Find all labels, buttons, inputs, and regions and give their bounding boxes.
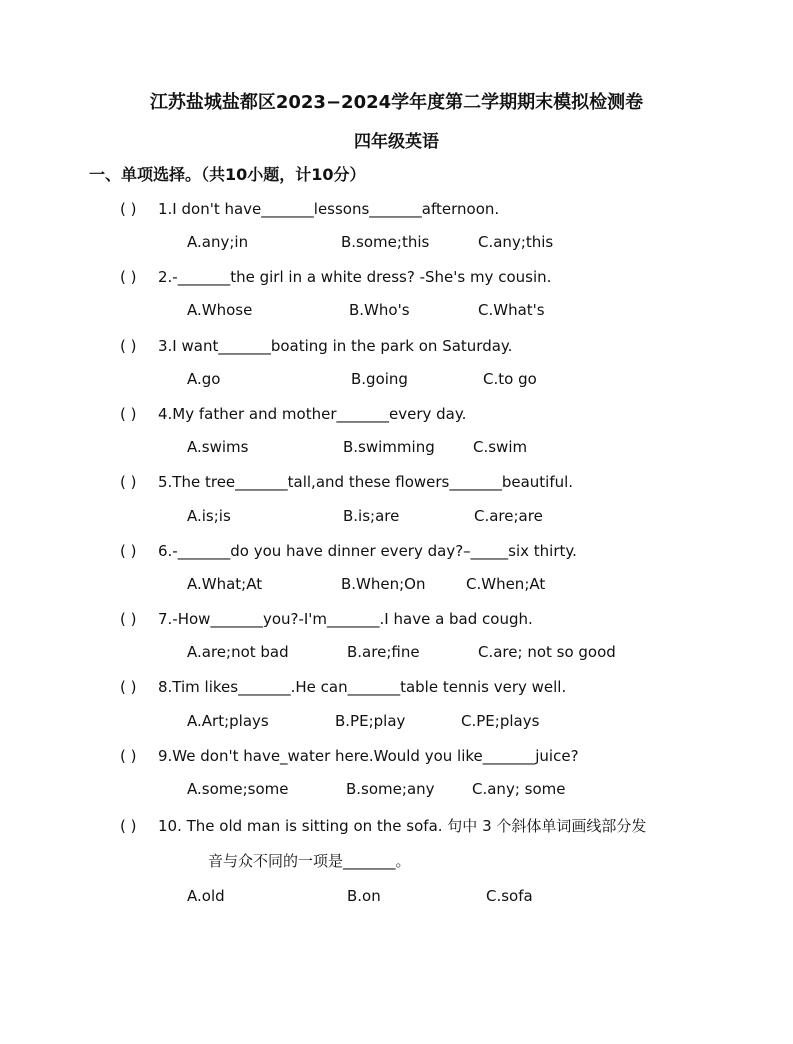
option-a: A.swims <box>187 438 249 456</box>
option-b: B.When;On <box>341 575 426 593</box>
answer-blank[interactable]: ( ) <box>120 473 137 491</box>
question-text: 6.-_______do you have dinner every day?–_____six thirty. <box>158 542 577 560</box>
exam-subtitle: 四年级英语 <box>354 132 439 152</box>
question-7 <box>120 610 533 628</box>
option-c: C.to go <box>483 370 537 388</box>
answer-blank[interactable]: ( ) <box>120 747 137 765</box>
question-5 <box>120 473 573 491</box>
question-9 <box>120 747 579 765</box>
question-text: 5.The tree_______tall,and these flowers_______beautiful. <box>158 473 574 491</box>
option-a: A.some;some <box>187 780 289 798</box>
option-b: B.PE;play <box>335 712 406 730</box>
option-a: A.old <box>187 887 225 905</box>
option-b: B.is;are <box>343 507 400 525</box>
option-c: C.When;At <box>466 575 546 593</box>
question-3 <box>120 337 512 355</box>
question-text: 2.-_______the girl in a white dress? -She's my cousin. <box>158 268 552 286</box>
question-text: 3.I want_______boating in the park on Saturday. <box>158 337 513 355</box>
option-c: C.sofa <box>486 887 533 905</box>
question-10 <box>120 815 646 836</box>
question-text: 10. The old man is sitting on the sofa. 句中 3 个斜体单词画线部分发 <box>158 817 647 835</box>
option-b: B.some;any <box>346 780 435 798</box>
option-a: A.Whose <box>187 301 253 319</box>
answer-blank[interactable]: ( ) <box>120 405 137 423</box>
option-b: B.swimming <box>343 438 435 456</box>
answer-blank[interactable]: ( ) <box>120 542 137 560</box>
option-a: A.is;is <box>187 507 231 525</box>
question-6 <box>120 542 577 560</box>
answer-blank[interactable]: ( ) <box>120 337 137 355</box>
answer-blank[interactable]: ( ) <box>120 817 137 835</box>
question-4 <box>120 405 466 423</box>
option-b: B.some;this <box>341 233 430 251</box>
option-a: A.are;not bad <box>187 643 289 661</box>
option-c: C.any;this <box>478 233 554 251</box>
question-text-continuation: 音与众不同的一项是_______。 <box>208 852 411 870</box>
answer-blank[interactable]: ( ) <box>120 678 137 696</box>
section-heading: 一、单项选择。（共10小题，计10分） <box>89 165 366 184</box>
option-b: B.Who's <box>349 301 410 319</box>
question-text: 7.-How_______you?-I'm_______.I have a bad cough. <box>158 610 533 628</box>
question-8 <box>120 678 566 696</box>
option-c: C.are;are <box>474 507 543 525</box>
answer-blank[interactable]: ( ) <box>120 610 137 628</box>
option-c: C.What's <box>478 301 545 319</box>
question-text: 9.We don't have_water here.Would you like_______juice? <box>158 747 579 765</box>
option-c: C.swim <box>473 438 528 456</box>
option-b: B.going <box>351 370 408 388</box>
option-c: C.any; some <box>472 780 566 798</box>
option-b: B.on <box>347 887 381 905</box>
question-2 <box>120 268 551 286</box>
option-c: C.PE;plays <box>461 712 540 730</box>
question-text: 4.My father and mother_______every day. <box>158 405 467 423</box>
option-a: A.What;At <box>187 575 263 593</box>
option-c: C.are; not so good <box>478 643 616 661</box>
option-a: A.any;in <box>187 233 249 251</box>
question-text: 1.I don't have_______lessons_______afternoon. <box>158 200 500 218</box>
option-a: A.Art;plays <box>187 712 269 730</box>
question-1 <box>120 200 499 218</box>
answer-blank[interactable]: ( ) <box>120 268 137 286</box>
answer-blank[interactable]: ( ) <box>120 200 137 218</box>
question-text: 8.Tim likes_______.He can_______table tennis very well. <box>158 678 567 696</box>
option-b: B.are;fine <box>347 643 420 661</box>
option-a: A.go <box>187 370 221 388</box>
exam-title: 江苏盐城盐都区2023−2024学年度第二学期期末模拟检测卷 <box>149 92 644 113</box>
